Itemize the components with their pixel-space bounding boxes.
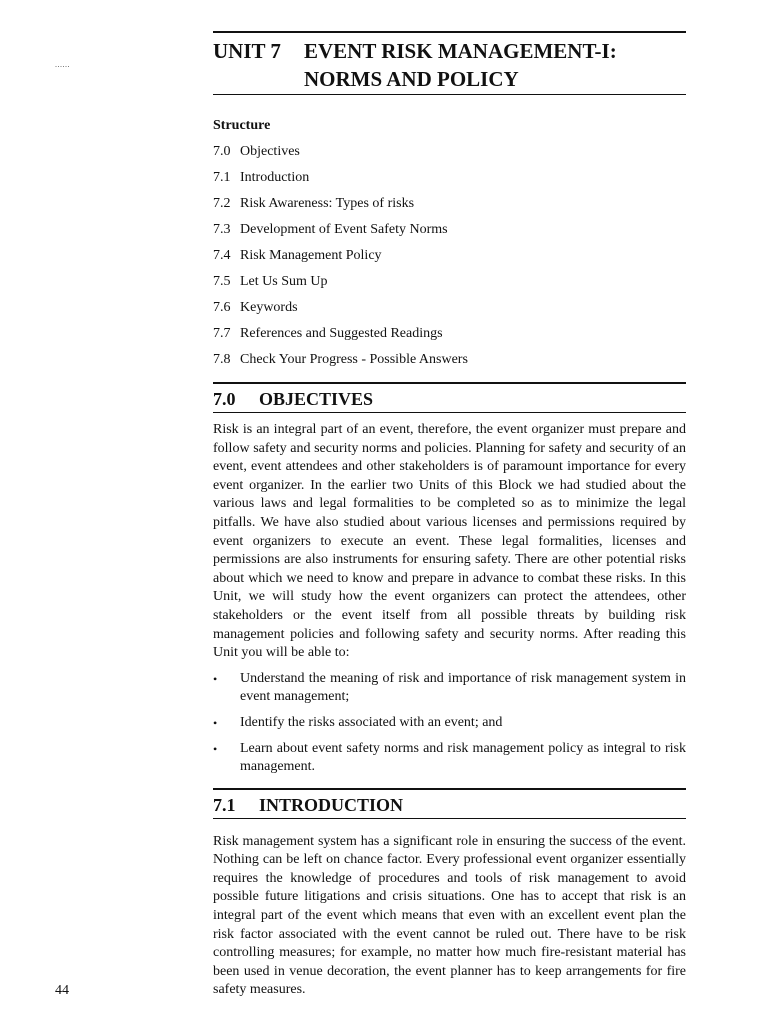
structure-item xyxy=(213,247,686,273)
structure-item-number: 7.6 xyxy=(213,300,231,315)
structure-item xyxy=(213,169,686,195)
bullet-text: Understand the meaning of risk and importance of risk management system in event management; xyxy=(240,670,686,705)
bullet-icon: • xyxy=(213,741,218,756)
structure-item-number: 7.2 xyxy=(213,196,231,211)
structure-item xyxy=(213,351,686,377)
structure-item xyxy=(213,299,686,325)
introduction-paragraph: Risk management system has a significant role in ensuring the success of the event. Nothing can be left on chance factor. Every professional event organizer essentially requires the knowledge of procedures and tools of risk management to avoid possible future litigations and crisis situations. One has to accept that risk is an integral part of the event which means that even with an excellent event plan the risk factor associated with the event cannot be ruled out. There have to be risk controlling measures; for example, no matter how much fire-resistant material has been used in venue decoration, the event planner has to keep arrangements for fire safety measures. xyxy=(213,833,686,998)
structure-item-label: Let Us Sum Up xyxy=(240,274,328,289)
objectives-heading xyxy=(213,382,686,413)
structure-item xyxy=(213,143,686,169)
objectives-paragraph: Risk is an integral part of an event, therefore, the event organizer must prepare and follow safety and security norms and policies. Planning for safety and security of an event, event attendees and other stakeholders is of paramount importance for every event organizer. In the earlier two Units of this Block we had studied about the various laws and legal formalities to be completed so as to minimize the legal pitfalls. We have also studied about various licenses and permissions required by event organizers to execute an event. These legal formalities, licenses and permissions are also instruments for ensuring safety. There are other potential risks about which we need to know and prepare in advance to combat these risks. In this Unit, we will study how the event organizers can protect the attendees, other stakeholders or the event itself from all possible threats by building risk management policies and following safety and security norms. After reading this Unit you will be able to: xyxy=(213,422,686,661)
margin-mark: ...... xyxy=(55,60,70,69)
unit-title-line-1: EVENT RISK MANAGEMENT-I: xyxy=(304,39,617,63)
introduction-heading xyxy=(213,788,686,819)
section-title: INTRODUCTION xyxy=(259,794,404,815)
bullet-item xyxy=(213,714,686,733)
structure-item-label: Development of Event Safety Norms xyxy=(240,222,448,237)
structure-item-label: Keywords xyxy=(240,300,298,315)
bullet-icon: • xyxy=(213,671,218,686)
structure-item-label: References and Suggested Readings xyxy=(240,326,443,341)
page-number: 44 xyxy=(55,983,69,998)
structure-item xyxy=(213,325,686,351)
structure-item-number: 7.1 xyxy=(213,170,231,185)
structure-item-number: 7.0 xyxy=(213,144,231,159)
structure-item-number: 7.8 xyxy=(213,352,231,367)
structure-item-number: 7.5 xyxy=(213,274,231,289)
objectives-bullet-list xyxy=(213,670,686,777)
structure-item-label: Risk Management Policy xyxy=(240,248,382,263)
bullet-text: Identify the risks associated with an event; and xyxy=(240,714,503,730)
section-number: 7.0 xyxy=(213,389,236,409)
unit-header xyxy=(213,31,686,95)
section-title: OBJECTIVES xyxy=(259,389,374,409)
structure-item xyxy=(213,195,686,221)
structure-item-label: Introduction xyxy=(240,170,310,185)
unit-title-line-2: NORMS AND POLICY xyxy=(304,67,519,91)
unit-title xyxy=(304,37,686,93)
structure-item xyxy=(213,273,686,299)
page-content xyxy=(213,31,686,1000)
structure-item-number: 7.7 xyxy=(213,326,231,341)
structure-heading: Structure xyxy=(213,118,271,133)
structure-list xyxy=(213,143,686,377)
structure-item-label: Check Your Progress - Possible Answers xyxy=(240,352,468,367)
structure-item-label: Risk Awareness: Types of risks xyxy=(240,196,415,211)
bullet-icon: • xyxy=(213,715,218,730)
structure-item-number: 7.3 xyxy=(213,222,231,237)
bullet-item xyxy=(213,670,686,707)
structure-item-number: 7.4 xyxy=(213,248,231,263)
bullet-text: Learn about event safety norms and risk management policy as integral to risk management. xyxy=(240,740,686,775)
structure-item xyxy=(213,221,686,247)
bullet-item xyxy=(213,740,686,777)
unit-label: UNIT 7 xyxy=(213,39,281,63)
section-number: 7.1 xyxy=(213,794,236,815)
structure-item-label: Objectives xyxy=(240,144,300,159)
